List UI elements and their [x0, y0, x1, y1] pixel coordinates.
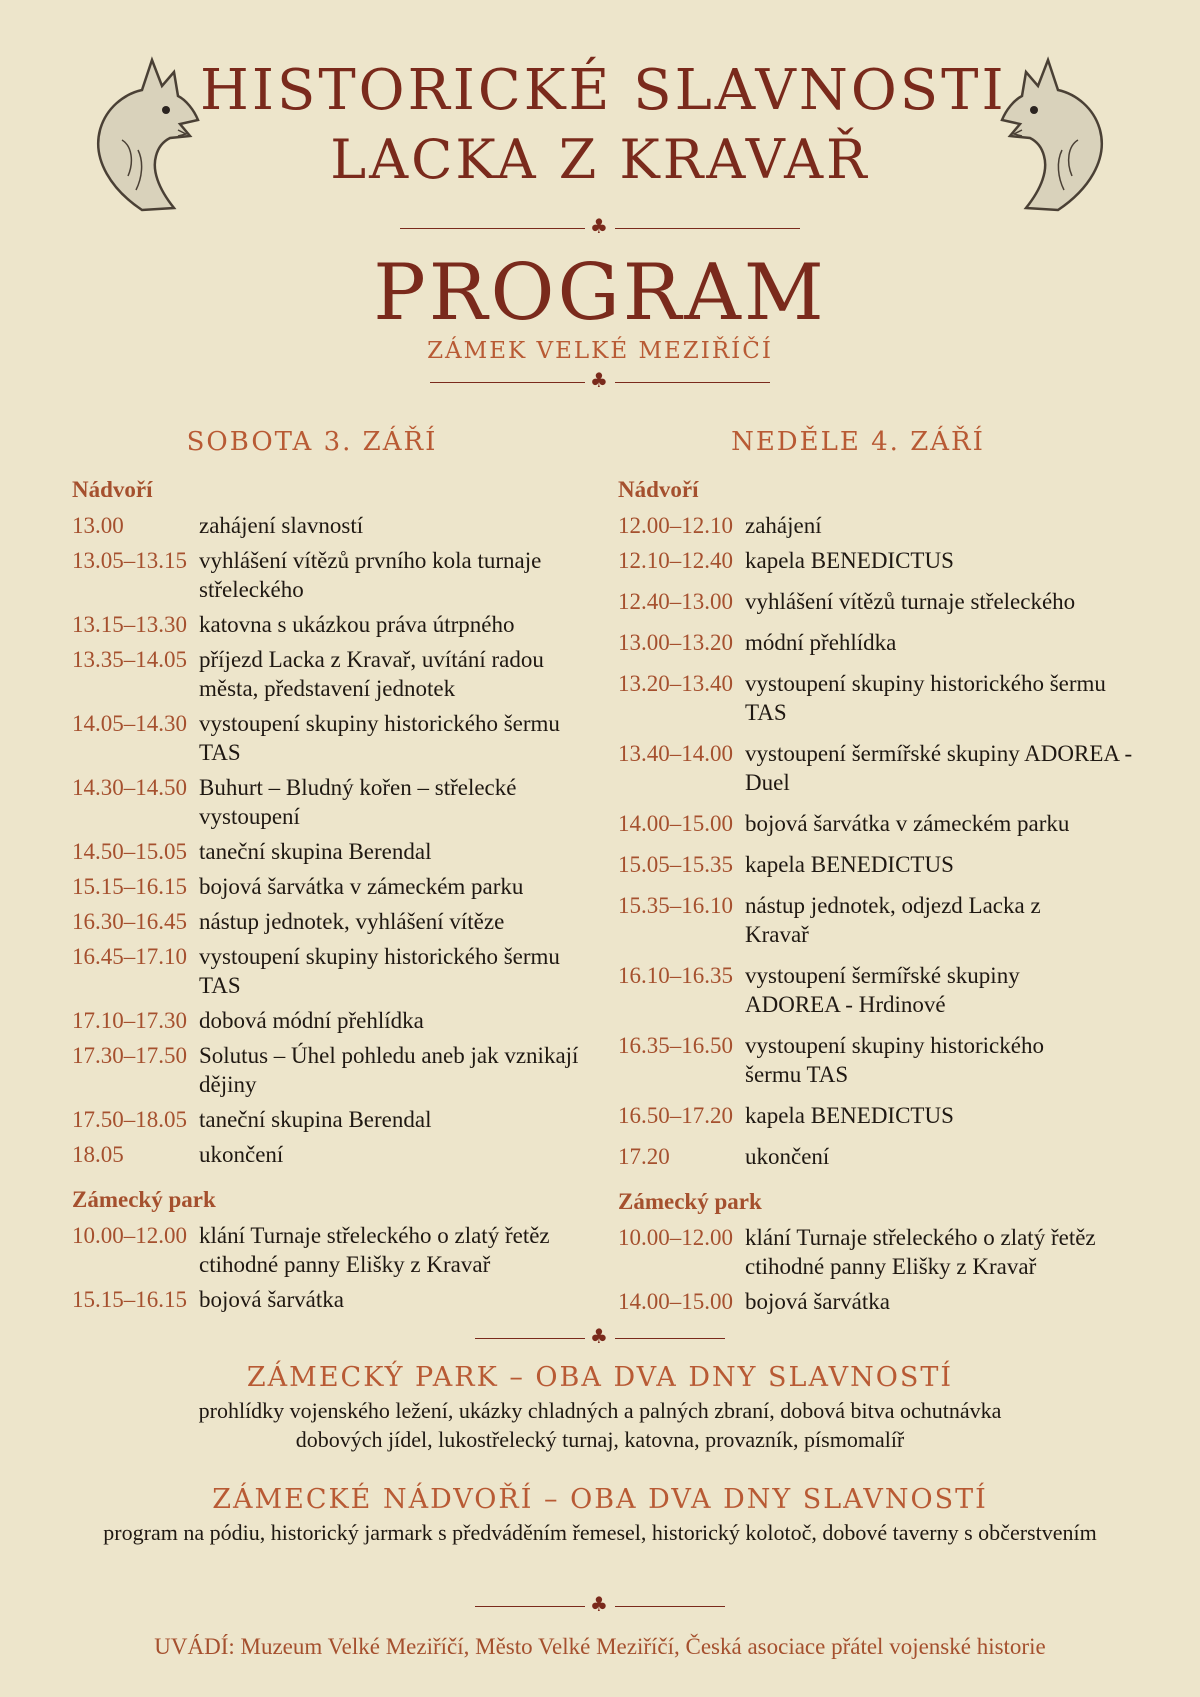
ornament-divider — [475, 1592, 725, 1616]
schedule-row — [72, 1285, 592, 1314]
event: vystoupení šermířské skupiny ADOREA - Duel — [745, 741, 1133, 795]
time: 14.00–15.00 — [618, 1289, 733, 1314]
saturday-column — [72, 425, 592, 1320]
time: 13.00 — [72, 513, 124, 538]
event: Buhurt – Bludný kořen – střelecké vystoupení — [199, 775, 517, 829]
event: kapela BENEDICTUS — [745, 852, 954, 877]
event: vystoupení šermířské skupiny ADOREA - Hrdinové — [745, 963, 1020, 1017]
club-icon: ♣ — [590, 1324, 608, 1348]
time: 15.35–16.10 — [618, 893, 733, 918]
time: 12.00–12.10 — [618, 513, 733, 538]
event: příjezd Lacka z Kravař, uvítání radou města, představení jednotek — [199, 647, 544, 701]
time: 16.30–16.45 — [72, 909, 187, 934]
venue-subtitle: ZÁMEK VELKÉ MEZIŘÍČÍ — [427, 338, 773, 364]
schedule-row — [618, 1223, 1138, 1281]
schedule-row — [72, 1041, 592, 1099]
time: 15.05–15.35 — [618, 852, 733, 877]
club-icon: ♣ — [590, 368, 608, 392]
schedule-row — [618, 587, 1138, 616]
schedule-row — [72, 942, 592, 1000]
time: 13.15–13.30 — [72, 612, 187, 637]
schedule-row — [618, 546, 1138, 575]
saturday-park-label: Zámecký park — [72, 1187, 216, 1212]
schedule-row — [72, 1105, 592, 1134]
time: 12.40–13.00 — [618, 589, 733, 614]
time: 16.10–16.35 — [618, 963, 733, 988]
event: módní přehlídka — [745, 630, 897, 655]
schedule-row — [72, 546, 592, 604]
schedule-row — [618, 1101, 1138, 1130]
schedule-row — [618, 1031, 1138, 1089]
event: vystoupení skupiny historického šermu TAS — [745, 1033, 1044, 1087]
time: 13.35–14.05 — [72, 647, 187, 672]
event: katovna s ukázkou práva útrpného — [199, 612, 515, 637]
park-both-days-heading: ZÁMECKÝ PARK – OBA DVA DNY SLAVNOSTÍ — [246, 1362, 954, 1393]
event: vystoupení skupiny historického šermu TAS — [199, 711, 560, 765]
event: kapela BENEDICTUS — [745, 548, 954, 573]
sunday-courtyard-label: Nádvoří — [618, 477, 699, 502]
schedule-row — [72, 1006, 592, 1035]
time: 17.30–17.50 — [72, 1043, 187, 1068]
time: 13.05–13.15 — [72, 548, 187, 573]
event: bojová šarvátka v zámeckém parku — [199, 874, 524, 899]
schedule-row — [72, 907, 592, 936]
title-line-2: LACKA Z KRAVAŘ — [330, 128, 870, 191]
event: bojová šarvátka — [745, 1289, 890, 1314]
schedule-row — [72, 1140, 592, 1169]
schedule-row — [72, 610, 592, 639]
event: klání Turnaje střeleckého o zlatý řetěz ctihodné panny Elišky z Kravař — [745, 1225, 1096, 1279]
schedule-row — [72, 511, 592, 540]
time: 17.20 — [618, 1144, 670, 1169]
event: vyhlášení vítězů prvního kola turnaje střeleckého — [199, 548, 542, 602]
park-both-days-text: prohlídky vojenského ležení, ukázky chladných a palných zbraní, dobová bitva ochutnávka dobových jídel, lukostřelecký turnaj, katovna, provazník, písmomalíř — [198, 1398, 1002, 1452]
schedule-row — [72, 837, 592, 866]
event: nástup jednotek, vyhlášení vítěze — [199, 909, 505, 934]
schedule-row — [618, 891, 1138, 949]
ornament-divider — [400, 214, 800, 238]
sunday-heading: NEDĚLE 4. ZÁŘÍ — [731, 427, 985, 457]
event: taneční skupina Berendal — [199, 839, 432, 864]
event: klání Turnaje střeleckého o zlatý řetěz ctihodné panny Elišky z Kravař — [199, 1223, 550, 1277]
event: bojová šarvátka — [199, 1287, 344, 1312]
schedule-row — [72, 872, 592, 901]
schedule-row — [618, 1142, 1138, 1171]
schedule-row — [72, 709, 592, 767]
courtyard-both-days-heading: ZÁMECKÉ NÁDVOŘÍ – OBA DVA DNY SLAVNOSTÍ — [212, 1484, 988, 1515]
time: 13.00–13.20 — [618, 630, 733, 655]
ornament-divider — [475, 1324, 725, 1348]
event: dobová módní přehlídka — [199, 1008, 424, 1033]
time: 16.45–17.10 — [72, 944, 187, 969]
time: 12.10–12.40 — [618, 548, 733, 573]
schedule-row — [618, 809, 1138, 838]
time: 15.15–16.15 — [72, 1287, 187, 1312]
time: 16.50–17.20 — [618, 1103, 733, 1128]
time: 16.35–16.50 — [618, 1033, 733, 1058]
time: 10.00–12.00 — [618, 1225, 733, 1250]
schedule-row — [618, 628, 1138, 657]
schedule-row — [618, 850, 1138, 879]
event: ukončení — [745, 1144, 830, 1169]
event: taneční skupina Berendal — [199, 1107, 432, 1132]
event: nástup jednotek, odjezd Lacka z Kravař — [745, 893, 1041, 947]
time: 17.50–18.05 — [72, 1107, 187, 1132]
event: vystoupení skupiny historického šermu TAS — [199, 944, 560, 998]
time: 18.05 — [72, 1142, 124, 1167]
title-line-1: HISTORICKÉ SLAVNOSTI — [200, 58, 1007, 123]
program-title: PROGRAM — [373, 248, 827, 338]
schedule-row — [72, 1221, 592, 1279]
event: ukončení — [199, 1142, 284, 1167]
schedule-row — [618, 511, 1138, 540]
presenter-credits: UVÁDÍ: Muzeum Velké Meziříčí, Město Velké Meziříčí, Česká asociace přátel vojenské historie — [154, 1634, 1046, 1659]
courtyard-both-days-text: program na pódiu, historický jarmark s předváděním řemesel, historický kolotoč, dobové taverny s občerstvením — [103, 1520, 1097, 1545]
time: 17.10–17.30 — [72, 1008, 187, 1033]
saturday-courtyard-label: Nádvoří — [72, 477, 153, 502]
time: 10.00–12.00 — [72, 1223, 187, 1248]
event: vyhlášení vítězů turnaje střeleckého — [745, 589, 1076, 614]
time: 14.05–14.30 — [72, 711, 187, 736]
schedule-row — [618, 669, 1138, 727]
time: 14.50–15.05 — [72, 839, 187, 864]
time: 15.15–16.15 — [72, 874, 187, 899]
schedule-row — [618, 1287, 1138, 1316]
sunday-column — [618, 425, 1138, 1322]
event: bojová šarvátka v zámeckém parku — [745, 811, 1070, 836]
event: kapela BENEDICTUS — [745, 1103, 954, 1128]
time: 13.20–13.40 — [618, 671, 733, 696]
schedule-row — [618, 739, 1138, 797]
saturday-heading: SOBOTA 3. ZÁŘÍ — [186, 427, 438, 457]
event: vystoupení skupiny historického šermu TAS — [745, 671, 1106, 725]
dragon-head-icon — [82, 50, 202, 220]
schedule-row — [618, 961, 1138, 1019]
ornament-divider — [430, 368, 770, 392]
schedule-row — [72, 773, 592, 831]
event: Solutus – Úhel pohledu aneb jak vznikají dějiny — [199, 1043, 579, 1097]
time: 13.40–14.00 — [618, 741, 733, 766]
event: zahájení — [745, 513, 822, 538]
sunday-park-label: Zámecký park — [618, 1189, 762, 1214]
club-icon: ♣ — [590, 1592, 608, 1616]
club-icon: ♣ — [590, 214, 608, 238]
time: 14.00–15.00 — [618, 811, 733, 836]
schedule-row — [72, 645, 592, 703]
event: zahájení slavností — [199, 513, 364, 538]
dragon-head-icon — [998, 50, 1118, 220]
time: 14.30–14.50 — [72, 775, 187, 800]
